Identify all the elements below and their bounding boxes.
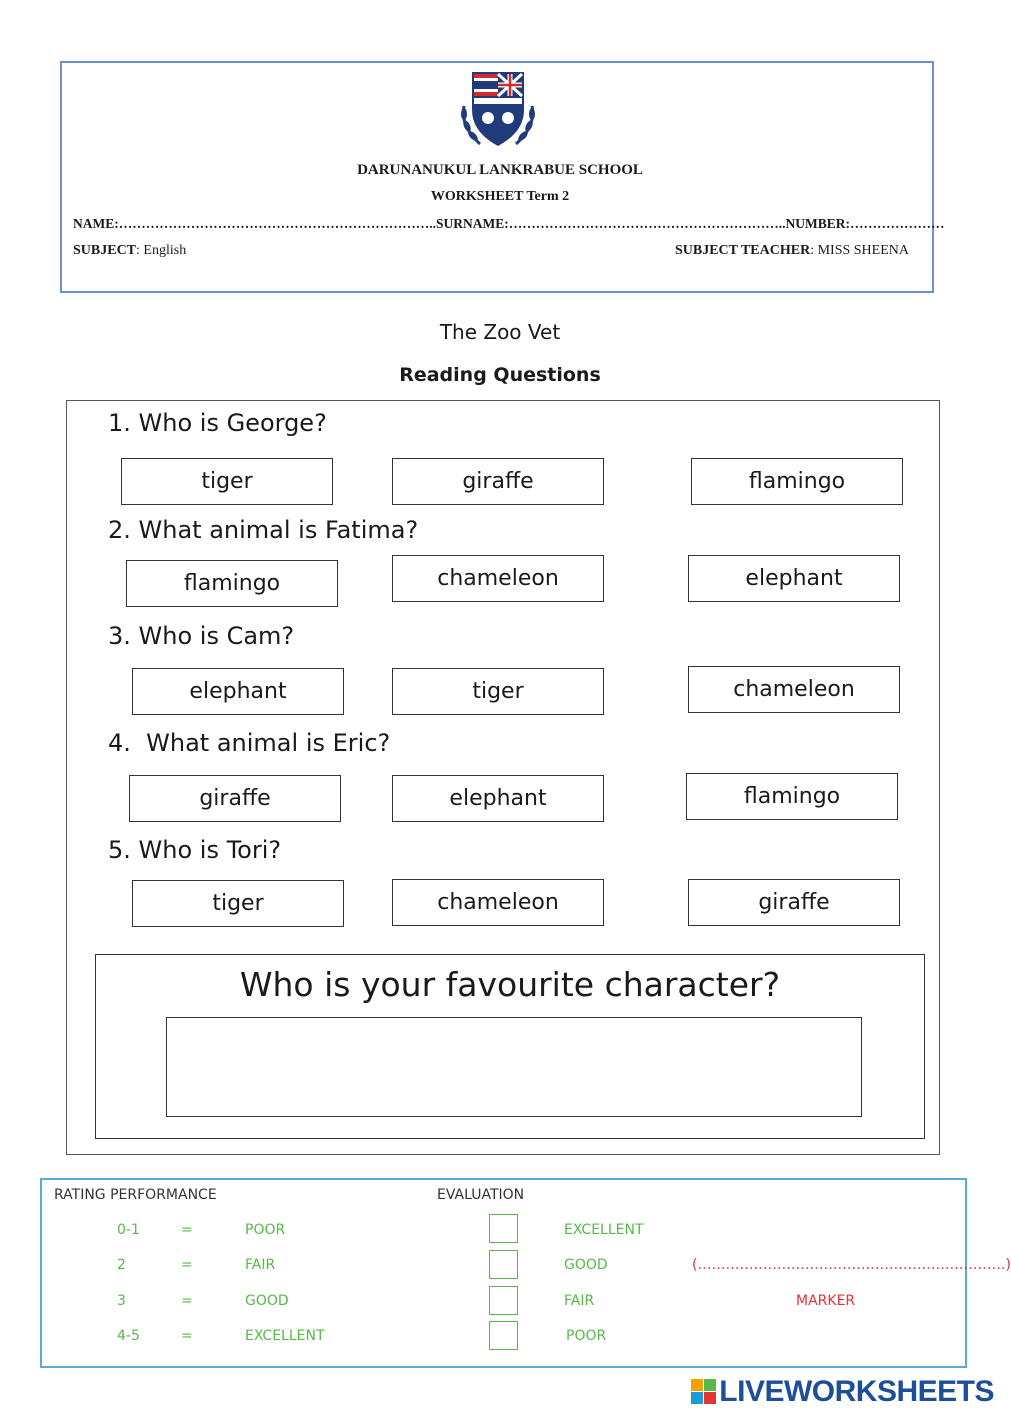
teacher-value: : MISS SHEENA: [810, 243, 909, 258]
evaluation-checkbox-fair[interactable]: [489, 1286, 518, 1315]
evaluation-label: GOOD: [564, 1257, 608, 1273]
q5-option-1[interactable]: tiger: [132, 880, 344, 927]
liveworksheets-brand: [691, 1375, 994, 1409]
rating-equals: =: [181, 1222, 193, 1238]
rating-level: EXCELLENT: [245, 1328, 325, 1344]
q3-option-1[interactable]: elephant: [132, 668, 344, 715]
q2-option-1[interactable]: flamingo: [126, 560, 338, 607]
teacher-line: [675, 243, 909, 259]
q5-option-2[interactable]: chameleon: [392, 879, 604, 926]
favourite-character-question: Who is your favourite character?: [239, 965, 781, 1004]
rating-range: 4-5: [117, 1328, 140, 1344]
evaluation-header: EVALUATION: [437, 1187, 525, 1203]
section-title: Reading Questions: [399, 364, 601, 386]
question-5: 5. Who is Tori?: [108, 836, 282, 864]
subject-line: [73, 243, 186, 259]
marker-signature-line: (…………………………………………………………): [692, 1257, 1011, 1273]
rating-range: 2: [117, 1257, 126, 1273]
subject-value: : English: [136, 243, 187, 258]
rating-range: 0-1: [117, 1222, 140, 1238]
liveworksheets-logo-icon: [691, 1379, 717, 1405]
q4-option-1[interactable]: giraffe: [129, 775, 341, 822]
question-1: 1. Who is George?: [108, 409, 327, 437]
rating-equals: =: [181, 1293, 193, 1309]
rating-level: FAIR: [245, 1257, 276, 1273]
subject-label: SUBJECT: [73, 243, 137, 258]
evaluation-label: FAIR: [564, 1293, 595, 1309]
rating-level: POOR: [245, 1222, 286, 1238]
q1-option-3[interactable]: flamingo: [691, 458, 903, 505]
question-3: 3. Who is Cam?: [108, 622, 295, 650]
rating-equals: =: [181, 1257, 193, 1273]
question-2: 2. What animal is Fatima?: [108, 516, 419, 544]
school-name: DARUNANUKUL LANKRABUE SCHOOL: [357, 162, 643, 178]
q1-option-1[interactable]: tiger: [121, 458, 333, 505]
liveworksheets-wordmark: LIVEWORKSHEETS: [719, 1375, 994, 1408]
q2-option-2[interactable]: chameleon: [392, 555, 604, 602]
q3-option-2[interactable]: tiger: [392, 668, 604, 715]
rating-equals: =: [181, 1328, 193, 1344]
q5-option-3[interactable]: giraffe: [688, 879, 900, 926]
q2-option-3[interactable]: elephant: [688, 555, 900, 602]
worksheet-term: WORKSHEET Term 2: [430, 189, 570, 204]
document-title: The Zoo Vet: [439, 320, 561, 344]
question-4: 4. What animal is Eric?: [108, 729, 391, 757]
evaluation-checkbox-excellent[interactable]: [489, 1214, 518, 1243]
rating-range: 3: [117, 1293, 126, 1309]
q4-option-2[interactable]: elephant: [392, 775, 604, 822]
evaluation-label: EXCELLENT: [564, 1222, 644, 1238]
rating-performance-header: RATING PERFORMANCE: [54, 1187, 217, 1203]
teacher-label: SUBJECT TEACHER: [674, 243, 811, 258]
q3-option-3[interactable]: chameleon: [688, 666, 900, 713]
evaluation-checkbox-good[interactable]: [489, 1250, 518, 1279]
marker-label: MARKER: [796, 1293, 856, 1309]
q4-option-3[interactable]: flamingo: [686, 773, 898, 820]
evaluation-label: POOR: [566, 1328, 607, 1344]
q1-option-2[interactable]: giraffe: [392, 458, 604, 505]
name-surname-number-line: NAME:……………………………………………………………..SURNAME:……………………………………………………..NUMBER:…………………: [73, 216, 945, 231]
favourite-character-answer-field[interactable]: [166, 1017, 862, 1117]
evaluation-checkbox-poor[interactable]: [489, 1321, 518, 1350]
rating-level: GOOD: [245, 1293, 289, 1309]
school-logo: [458, 66, 538, 150]
